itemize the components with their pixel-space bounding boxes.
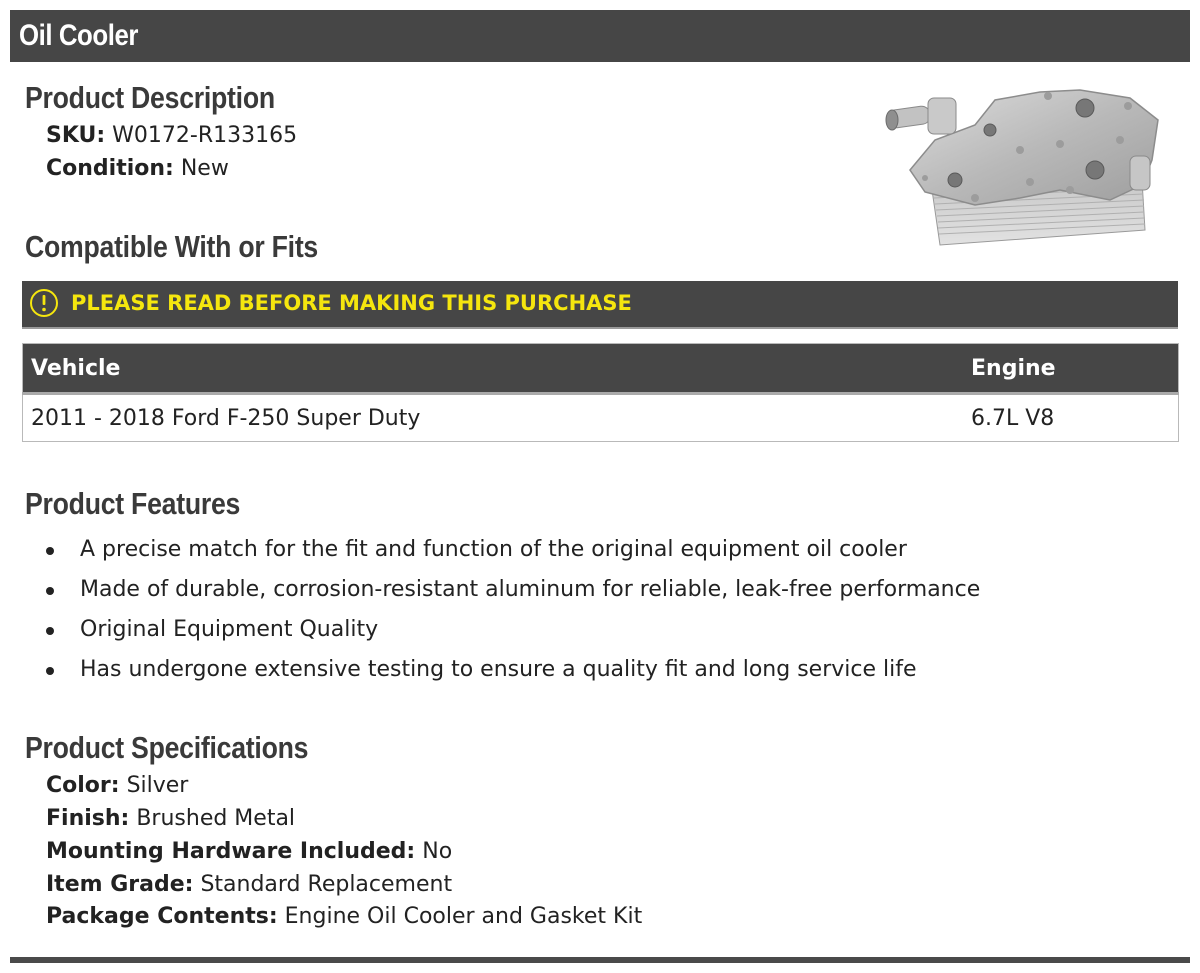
features-list [46, 530, 980, 690]
engine-cell: 6.7L V8 [971, 405, 1055, 431]
sku-label: SKU: [46, 123, 106, 148]
list-item [46, 650, 980, 690]
sku-line [46, 123, 297, 148]
spec-value: Brushed Metal [136, 806, 296, 831]
compatibility-heading: Compatible With or Fits [25, 229, 319, 264]
feature-text: Has undergone extensive testing to ensure a quality fit and long service life [80, 657, 917, 682]
column-header-engine: Engine [963, 344, 1179, 394]
fitment-table-header [23, 344, 1179, 394]
spec-line-package-contents [46, 904, 642, 929]
table-row [23, 394, 1179, 442]
product-image [880, 80, 1170, 260]
feature-text: Original Equipment Quality [80, 617, 379, 642]
list-item [46, 610, 980, 650]
column-header-vehicle: Vehicle [23, 344, 964, 394]
condition-label: Condition: [46, 156, 174, 181]
alert-circle-icon [29, 288, 59, 318]
bullet-icon [46, 587, 54, 595]
bullet-icon [46, 547, 54, 555]
condition-line [46, 156, 229, 181]
spec-label: Item Grade: [46, 872, 194, 897]
bullet-icon [46, 627, 54, 635]
spec-value: Engine Oil Cooler and Gasket Kit [284, 904, 643, 929]
purchase-notice-banner [22, 281, 1178, 329]
spec-line-color [46, 773, 188, 798]
feature-text: Made of durable, corrosion-resistant aluminum for reliable, leak-free performance [80, 577, 981, 602]
vehicle-cell: 2011 - 2018 Ford F-250 Super Duty [31, 405, 421, 431]
spec-label: Finish: [46, 806, 130, 831]
feature-text: A precise match for the fit and function of the original equipment oil cooler [80, 537, 907, 562]
spec-value: No [422, 839, 453, 864]
specifications-heading: Product Specifications [25, 730, 309, 765]
features-heading: Product Features [25, 486, 241, 521]
spec-line-finish [46, 806, 295, 831]
spec-label: Package Contents: [46, 904, 278, 929]
spec-value: Silver [126, 773, 189, 798]
condition-value: New [180, 156, 229, 181]
spec-label: Color: [46, 773, 120, 798]
fitment-table [22, 343, 1179, 442]
purchase-notice-text: PLEASE READ BEFORE MAKING THIS PURCHASE [71, 291, 632, 315]
spec-value: Standard Replacement [200, 872, 453, 897]
sku-value: W0172-R133165 [112, 123, 298, 148]
spec-label: Mounting Hardware Included: [46, 839, 416, 864]
list-item [46, 530, 980, 570]
bottom-divider [10, 957, 1190, 963]
spec-line-mounting-hardware [46, 839, 452, 864]
page-title: Oil Cooler [19, 19, 138, 52]
list-item [46, 570, 980, 610]
bullet-icon [46, 667, 54, 675]
description-heading: Product Description [25, 80, 275, 115]
title-bar [10, 10, 1190, 62]
spec-line-item-grade [46, 872, 452, 897]
